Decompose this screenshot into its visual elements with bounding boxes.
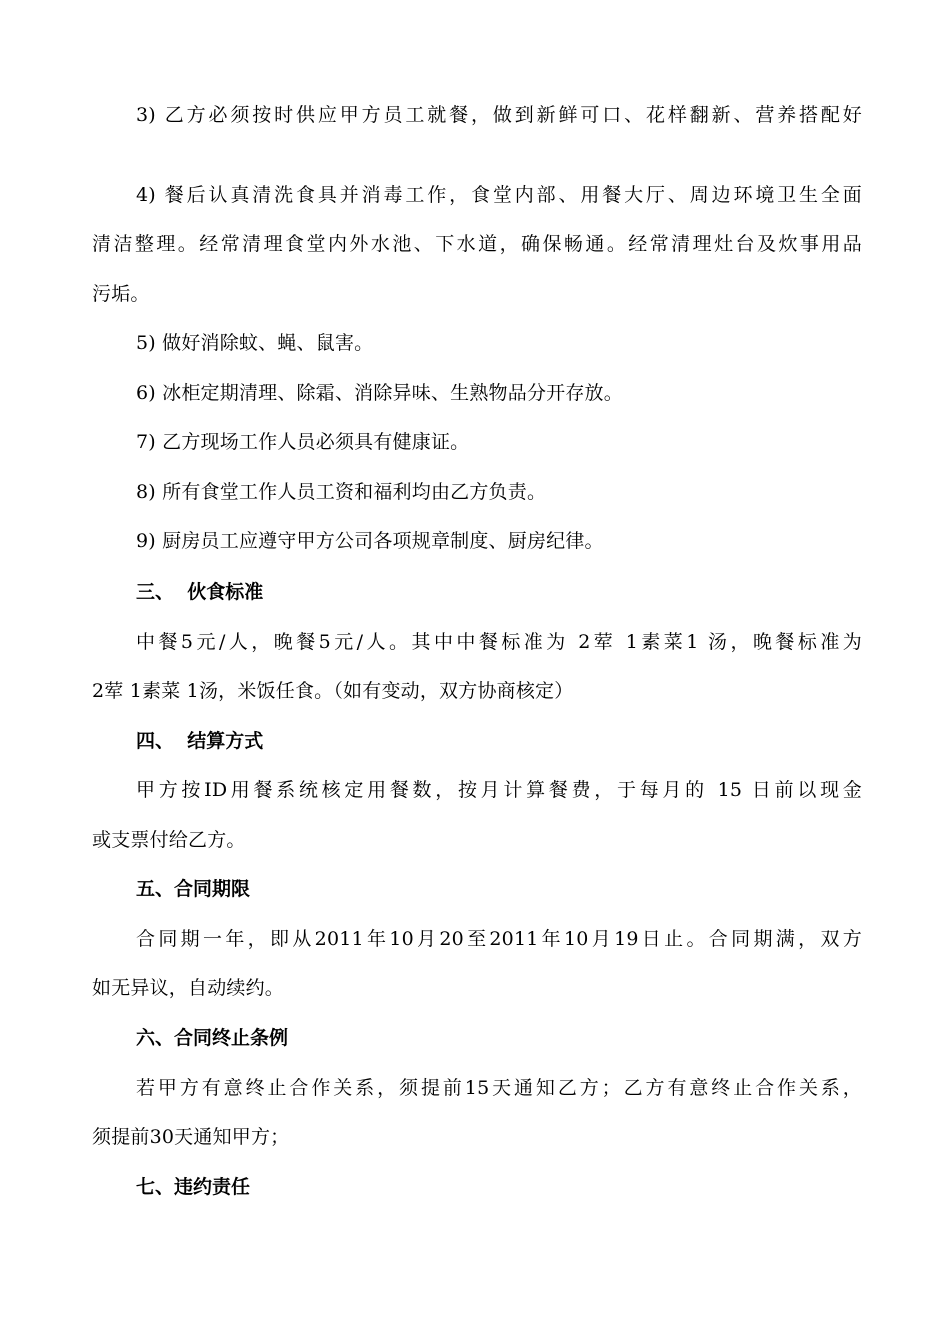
section-5-heading: 五、合同期限 (136, 878, 251, 900)
item-5-text: 5) 做好消除蚊、蝇、鼠害。 (136, 332, 374, 354)
item-8-text: 8) 所有食堂工作人员工资和福利均由乙方负责。 (136, 481, 547, 503)
section-6-text-line-2: 须提前30天通知甲方； (92, 1126, 290, 1148)
item-3-text: 3) 乙方必须按时供应甲方员工就餐，做到新鲜可口、花样翻新、营养搭配好 (136, 104, 862, 126)
item-4-text-line-3: 污垢。 (92, 283, 150, 305)
item-4-text-line-2: 清洁整理。经常清理食堂内外水池、下水道，确保畅通。经常清理灶台及炊事用品 (92, 233, 862, 255)
section-3-heading: 三、 伙食标准 (136, 581, 264, 603)
section-5-text-line-1: 合同期一年，即从2011年10月20至2011年10月19日止。合同期满，双方 (136, 928, 862, 950)
section-6-text-line-1: 若甲方有意终止合作关系，须提前15天通知乙方；乙方有意终止合作关系， (136, 1077, 862, 1099)
item-9-text: 9) 厨房员工应遵守甲方公司各项规章制度、厨房纪律。 (136, 530, 604, 552)
section-6-heading: 六、合同终止条例 (136, 1027, 289, 1049)
section-4-text-line-2: 或支票付给乙方。 (92, 829, 246, 851)
section-7-heading: 七、违约责任 (136, 1176, 251, 1198)
item-6-text: 6) 冰柜定期清理、除霜、消除异味、生熟物品分开存放。 (136, 382, 623, 404)
section-3-text-line-2: 2荤 1素菜 1汤，米饭任食。（如有变动，双方协商核定） (92, 680, 574, 702)
item-4-text-line-1: 4) 餐后认真清洗食具并消毒工作，食堂内部、用餐大厅、周边环境卫生全面 (136, 184, 862, 206)
section-4-heading: 四、 结算方式 (136, 730, 264, 752)
section-3-text-line-1: 中餐5元/人，晚餐5元/人。其中中餐标准为 2荤 1素菜1 汤，晚餐标准为 (136, 631, 862, 653)
item-7-text: 7) 乙方现场工作人员必须具有健康证。 (136, 431, 470, 453)
section-5-text-line-2: 如无异议，自动续约。 (92, 977, 285, 999)
section-4-text-line-1: 甲方按ID用餐系统核定用餐数，按月计算餐费，于每月的 15 日前以现金 (136, 779, 862, 801)
